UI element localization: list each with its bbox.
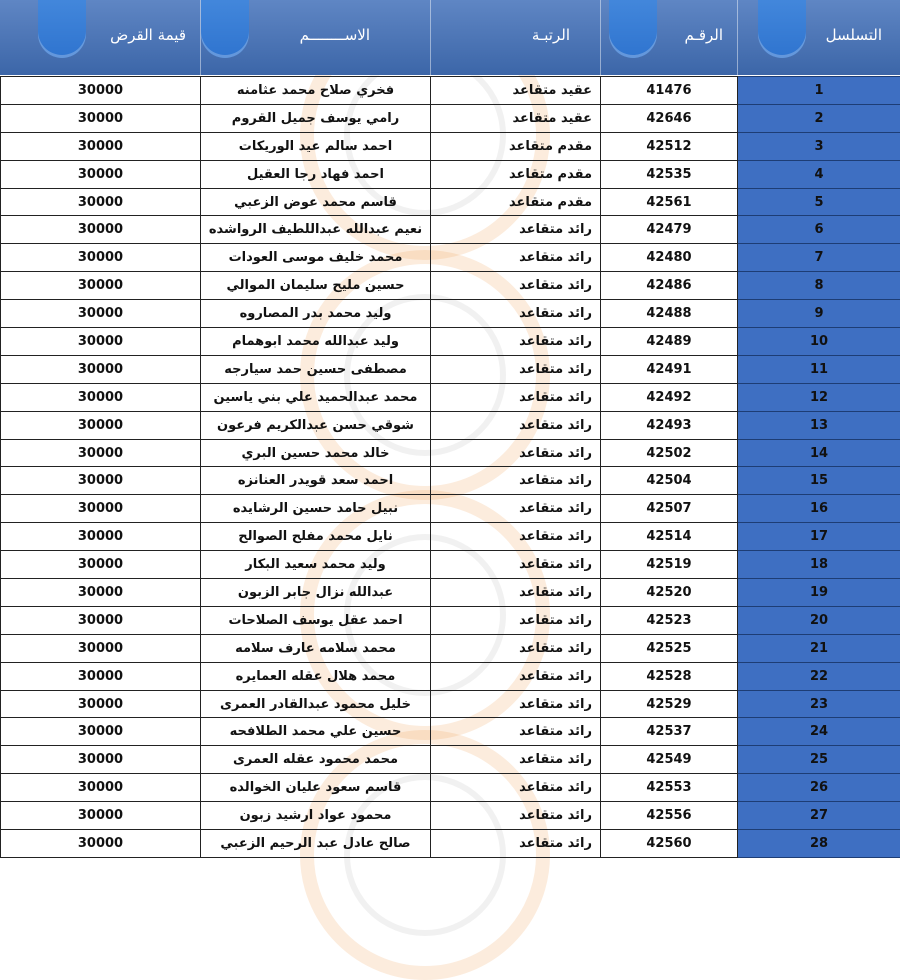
amount-cell: 30000 <box>1 383 201 411</box>
table-row <box>1 411 900 439</box>
amount-cell: 30000 <box>1 606 201 634</box>
rank-cell: رائد متقاعد <box>431 802 601 830</box>
table-row <box>1 104 900 132</box>
rank-cell: رائد متقاعد <box>431 523 601 551</box>
seq-cell: 16 <box>738 495 900 523</box>
rank-cell: رائد متقاعد <box>431 300 601 328</box>
number-cell: 42560 <box>601 830 738 858</box>
table-row <box>1 216 900 244</box>
number-cell: 42493 <box>601 411 738 439</box>
amount-cell: 30000 <box>1 104 201 132</box>
amount-cell: 30000 <box>1 802 201 830</box>
rank-cell: رائد متقاعد <box>431 495 601 523</box>
name-cell: صالح عادل عبد الرحيم الزعبي <box>201 830 431 858</box>
rank-cell: مقدم متقاعد <box>431 160 601 188</box>
header-tab-decoration <box>38 0 86 58</box>
header-rank-label: الرتبـة <box>532 26 570 44</box>
number-cell: 42553 <box>601 774 738 802</box>
number-cell: 42492 <box>601 383 738 411</box>
seq-cell: 20 <box>738 606 900 634</box>
amount-cell: 30000 <box>1 746 201 774</box>
rank-cell: رائد متقاعد <box>431 746 601 774</box>
rank-cell: رائد متقاعد <box>431 244 601 272</box>
rank-cell: رائد متقاعد <box>431 328 601 356</box>
amount-cell: 30000 <box>1 662 201 690</box>
seq-cell: 17 <box>738 523 900 551</box>
amount-cell: 30000 <box>1 830 201 858</box>
header-seq <box>737 0 900 75</box>
name-cell: وليد محمد بدر المصاروه <box>201 300 431 328</box>
seq-cell: 26 <box>738 774 900 802</box>
rank-cell: مقدم متقاعد <box>431 132 601 160</box>
name-cell: محمد خليف موسى العودات <box>201 244 431 272</box>
header-name <box>200 0 430 75</box>
table-row <box>1 300 900 328</box>
number-cell: 42519 <box>601 551 738 579</box>
name-cell: قاسم سعود عليان الخوالده <box>201 774 431 802</box>
rank-cell: رائد متقاعد <box>431 718 601 746</box>
rank-cell: عقيد متقاعد <box>431 104 601 132</box>
amount-cell: 30000 <box>1 411 201 439</box>
table-header <box>0 0 900 75</box>
header-number <box>600 0 737 75</box>
name-cell: احمد عقل يوسف الصلاحات <box>201 606 431 634</box>
number-cell: 42523 <box>601 606 738 634</box>
seq-cell: 13 <box>738 411 900 439</box>
rank-cell: رائد متقاعد <box>431 383 601 411</box>
number-cell: 42529 <box>601 690 738 718</box>
name-cell: محمد هلال عقله العمايره <box>201 662 431 690</box>
table-row <box>1 523 900 551</box>
table-row <box>1 328 900 356</box>
rank-cell: رائد متقاعد <box>431 411 601 439</box>
number-cell: 41476 <box>601 77 738 105</box>
number-cell: 42561 <box>601 188 738 216</box>
name-cell: شوقي حسن عبدالكريم فرعون <box>201 411 431 439</box>
amount-cell: 30000 <box>1 551 201 579</box>
amount-cell: 30000 <box>1 774 201 802</box>
seq-cell: 23 <box>738 690 900 718</box>
rank-cell: رائد متقاعد <box>431 606 601 634</box>
seq-cell: 15 <box>738 467 900 495</box>
amount-cell: 30000 <box>1 328 201 356</box>
seq-cell: 19 <box>738 579 900 607</box>
table-row <box>1 579 900 607</box>
rank-cell: رائد متقاعد <box>431 634 601 662</box>
seq-cell: 25 <box>738 746 900 774</box>
rank-cell: رائد متقاعد <box>431 216 601 244</box>
table-row <box>1 690 900 718</box>
header-amount-label: قيمة القرض <box>110 26 186 44</box>
number-cell: 42486 <box>601 272 738 300</box>
header-number-label: الرقـم <box>684 26 723 44</box>
name-cell: محمد عبدالحميد علي بني ياسين <box>201 383 431 411</box>
name-cell: حسين علي محمد الطلافحه <box>201 718 431 746</box>
amount-cell: 30000 <box>1 244 201 272</box>
table-row <box>1 634 900 662</box>
seq-cell: 5 <box>738 188 900 216</box>
seq-cell: 2 <box>738 104 900 132</box>
name-cell: وليد عبدالله محمد ابوهمام <box>201 328 431 356</box>
amount-cell: 30000 <box>1 355 201 383</box>
name-cell: فخري صلاح محمد عثامنه <box>201 77 431 105</box>
table-row <box>1 774 900 802</box>
amount-cell: 30000 <box>1 77 201 105</box>
rank-cell: رائد متقاعد <box>431 272 601 300</box>
seq-cell: 11 <box>738 355 900 383</box>
rank-cell: رائد متقاعد <box>431 662 601 690</box>
seq-cell: 12 <box>738 383 900 411</box>
amount-cell: 30000 <box>1 300 201 328</box>
amount-cell: 30000 <box>1 188 201 216</box>
name-cell: رامي يوسف جميل القروم <box>201 104 431 132</box>
name-cell: قاسم محمد عوض الزعبي <box>201 188 431 216</box>
amount-cell: 30000 <box>1 495 201 523</box>
number-cell: 42504 <box>601 467 738 495</box>
rank-cell: رائد متقاعد <box>431 467 601 495</box>
number-cell: 42507 <box>601 495 738 523</box>
amount-cell: 30000 <box>1 579 201 607</box>
table-row <box>1 606 900 634</box>
amount-cell: 30000 <box>1 272 201 300</box>
seq-cell: 21 <box>738 634 900 662</box>
name-cell: نعيم عبدالله عبداللطيف الرواشده <box>201 216 431 244</box>
number-cell: 42489 <box>601 328 738 356</box>
name-cell: عبدالله نزال جابر الزبون <box>201 579 431 607</box>
table-row <box>1 746 900 774</box>
amount-cell: 30000 <box>1 690 201 718</box>
number-cell: 42479 <box>601 216 738 244</box>
amount-cell: 30000 <box>1 523 201 551</box>
name-cell: وليد محمد سعيد البكار <box>201 551 431 579</box>
number-cell: 42514 <box>601 523 738 551</box>
loan-table <box>0 76 900 858</box>
rank-cell: رائد متقاعد <box>431 774 601 802</box>
seq-cell: 6 <box>738 216 900 244</box>
table-row <box>1 132 900 160</box>
table-row <box>1 188 900 216</box>
table-row <box>1 355 900 383</box>
loan-table-body <box>1 77 900 858</box>
table-row <box>1 495 900 523</box>
rank-cell: رائد متقاعد <box>431 579 601 607</box>
header-rank <box>430 0 600 75</box>
number-cell: 42537 <box>601 718 738 746</box>
seq-cell: 18 <box>738 551 900 579</box>
amount-cell: 30000 <box>1 216 201 244</box>
header-tab-decoration <box>609 0 657 58</box>
seq-cell: 14 <box>738 439 900 467</box>
seq-cell: 7 <box>738 244 900 272</box>
amount-cell: 30000 <box>1 467 201 495</box>
amount-cell: 30000 <box>1 132 201 160</box>
header-name-label: الاســــــــم <box>300 26 370 44</box>
table-row <box>1 77 900 105</box>
name-cell: محمد سلامه عارف سلامه <box>201 634 431 662</box>
table-row <box>1 718 900 746</box>
name-cell: حسين مليح سليمان الموالي <box>201 272 431 300</box>
rank-cell: رائد متقاعد <box>431 830 601 858</box>
rank-cell: رائد متقاعد <box>431 439 601 467</box>
seq-cell: 22 <box>738 662 900 690</box>
seq-cell: 28 <box>738 830 900 858</box>
name-cell: محمود عواد ارشيد زبون <box>201 802 431 830</box>
table-row <box>1 662 900 690</box>
table-row <box>1 802 900 830</box>
table-row <box>1 244 900 272</box>
number-cell: 42491 <box>601 355 738 383</box>
amount-cell: 30000 <box>1 718 201 746</box>
table-row <box>1 830 900 858</box>
table-row <box>1 467 900 495</box>
number-cell: 42502 <box>601 439 738 467</box>
rank-cell: عقيد متقاعد <box>431 77 601 105</box>
name-cell: خالد محمد حسين البري <box>201 439 431 467</box>
rank-cell: رائد متقاعد <box>431 355 601 383</box>
number-cell: 42488 <box>601 300 738 328</box>
header-amount <box>0 0 200 75</box>
header-tab-decoration <box>201 0 249 58</box>
seq-cell: 27 <box>738 802 900 830</box>
table-row <box>1 160 900 188</box>
name-cell: خليل محمود عبدالقادر العمرى <box>201 690 431 718</box>
table-row <box>1 383 900 411</box>
seq-cell: 9 <box>738 300 900 328</box>
amount-cell: 30000 <box>1 634 201 662</box>
seq-cell: 3 <box>738 132 900 160</box>
seq-cell: 4 <box>738 160 900 188</box>
header-tab-decoration <box>758 0 806 58</box>
number-cell: 42556 <box>601 802 738 830</box>
rank-cell: رائد متقاعد <box>431 551 601 579</box>
name-cell: احمد فهاد رجا العقيل <box>201 160 431 188</box>
number-cell: 42549 <box>601 746 738 774</box>
name-cell: مصطفى حسين حمد سيارجه <box>201 355 431 383</box>
name-cell: احمد سعد قويدر العنانزه <box>201 467 431 495</box>
amount-cell: 30000 <box>1 160 201 188</box>
table-row <box>1 439 900 467</box>
table-row <box>1 272 900 300</box>
name-cell: محمد محمود عقله العمرى <box>201 746 431 774</box>
name-cell: نبيل حامد حسين الرشايده <box>201 495 431 523</box>
rank-cell: مقدم متقاعد <box>431 188 601 216</box>
name-cell: احمد سالم عيد الوريكات <box>201 132 431 160</box>
amount-cell: 30000 <box>1 439 201 467</box>
seq-cell: 8 <box>738 272 900 300</box>
name-cell: نايل محمد مفلح الصوالح <box>201 523 431 551</box>
number-cell: 42528 <box>601 662 738 690</box>
number-cell: 42480 <box>601 244 738 272</box>
number-cell: 42512 <box>601 132 738 160</box>
number-cell: 42646 <box>601 104 738 132</box>
seq-cell: 24 <box>738 718 900 746</box>
rank-cell: رائد متقاعد <box>431 690 601 718</box>
seq-cell: 1 <box>738 77 900 105</box>
number-cell: 42535 <box>601 160 738 188</box>
header-seq-label: التسلسل <box>826 26 882 44</box>
table-row <box>1 551 900 579</box>
number-cell: 42525 <box>601 634 738 662</box>
seq-cell: 10 <box>738 328 900 356</box>
number-cell: 42520 <box>601 579 738 607</box>
